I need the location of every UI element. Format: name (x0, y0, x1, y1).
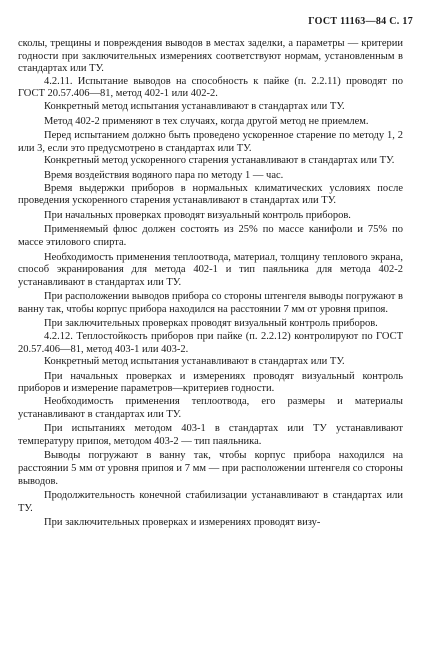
paragraph: При начальных проверках проводят визуальный контроль приборов. (44, 209, 351, 221)
paragraph: Перед испытанием должно быть проведено ускоренное старение по методу 1, 2 или 3, если это предусмотрено в стандартах или ТУ. (18, 130, 403, 154)
paragraph: Продолжительность конечной стабилизации устанавливают в стандартах или ТУ. (18, 490, 403, 514)
paragraph: Время выдержки приборов в нормальных климатических условиях после проведения ускоренного старения устанавливают в стандартах или ТУ. (18, 182, 403, 207)
paragraph: При начальных проверках и измерениях проводят визуальный контроль приборов и измерение параметров—критериев годности. (18, 370, 403, 395)
paragraph: сколы, трещины и повреждения выводов в местах заделки, а параметры — критерии годности при заключительных измерениях соответствуют нормам, установленным в стандартах или ТУ. (18, 38, 403, 75)
paragraph: При испытаниях методом 403-1 в стандартах или ТУ устанавливают температуру припоя, методом 403-2 — тип паяльника. (18, 423, 403, 447)
paragraph: Время воздействия водяного пара по методу 1 — час. (44, 169, 284, 181)
paragraph: Необходимость применения теплоотвода, материал, толщину теплового экрана, способ экранирования для метода 402-1 и тип паяльника для метода 402-2 устанавливают в стандартах или ТУ. (18, 251, 403, 288)
paragraph: 4.2.11. Испытание выводов на способность к пайке (п. 2.2.11) проводят по ГОСТ 20.57.406—81, метод 402-1 или 402-2. (18, 75, 403, 100)
document-body (18, 38, 403, 530)
paragraph: При расположении выводов прибора со стороны штенгеля выводы погружают в ванну так, чтобы корпус прибора находился на расстоянии 7 мм от уровня припоя. (18, 291, 403, 315)
paragraph: Конкретный метод ускоренного старения устанавливают в стандартах или ТУ. (44, 155, 395, 167)
paragraph: Конкретный метод испытания устанавливают в стандартах или ТУ. (44, 100, 345, 112)
paragraph: Применяемый флюс должен состоять из 25% по массе канифоли и 75% по массе этилового спирта. (18, 224, 403, 248)
page-header: ГОСТ 11163—84 С. 17 (308, 16, 413, 27)
paragraph: Конкретный метод испытания устанавливают в стандартах или ТУ. (44, 356, 345, 368)
paragraph: Необходимость применения теплоотвода, его размеры и материалы устанавливают в стандартах или ТУ. (18, 396, 403, 420)
paragraph: При заключительных проверках и измерениях проводят визу- (44, 517, 321, 529)
paragraph: Выводы погружают в ванну так, чтобы корпус прибора находился на расстоянии 5 мм от уровня припоя и 7 мм — при расположении штенгеля со стороны выводов. (18, 450, 403, 487)
paragraph: При заключительных проверках проводят визуальный контроль приборов. (44, 318, 378, 330)
paragraph: 4.2.12. Теплостойкость приборов при пайке (п. 2.2.12) контролируют по ГОСТ 20.57.406—81, метод 403-1 или 403-2. (18, 331, 403, 355)
paragraph: Метод 402-2 применяют в тех случаях, когда другой метод не приемлем. (44, 115, 369, 127)
